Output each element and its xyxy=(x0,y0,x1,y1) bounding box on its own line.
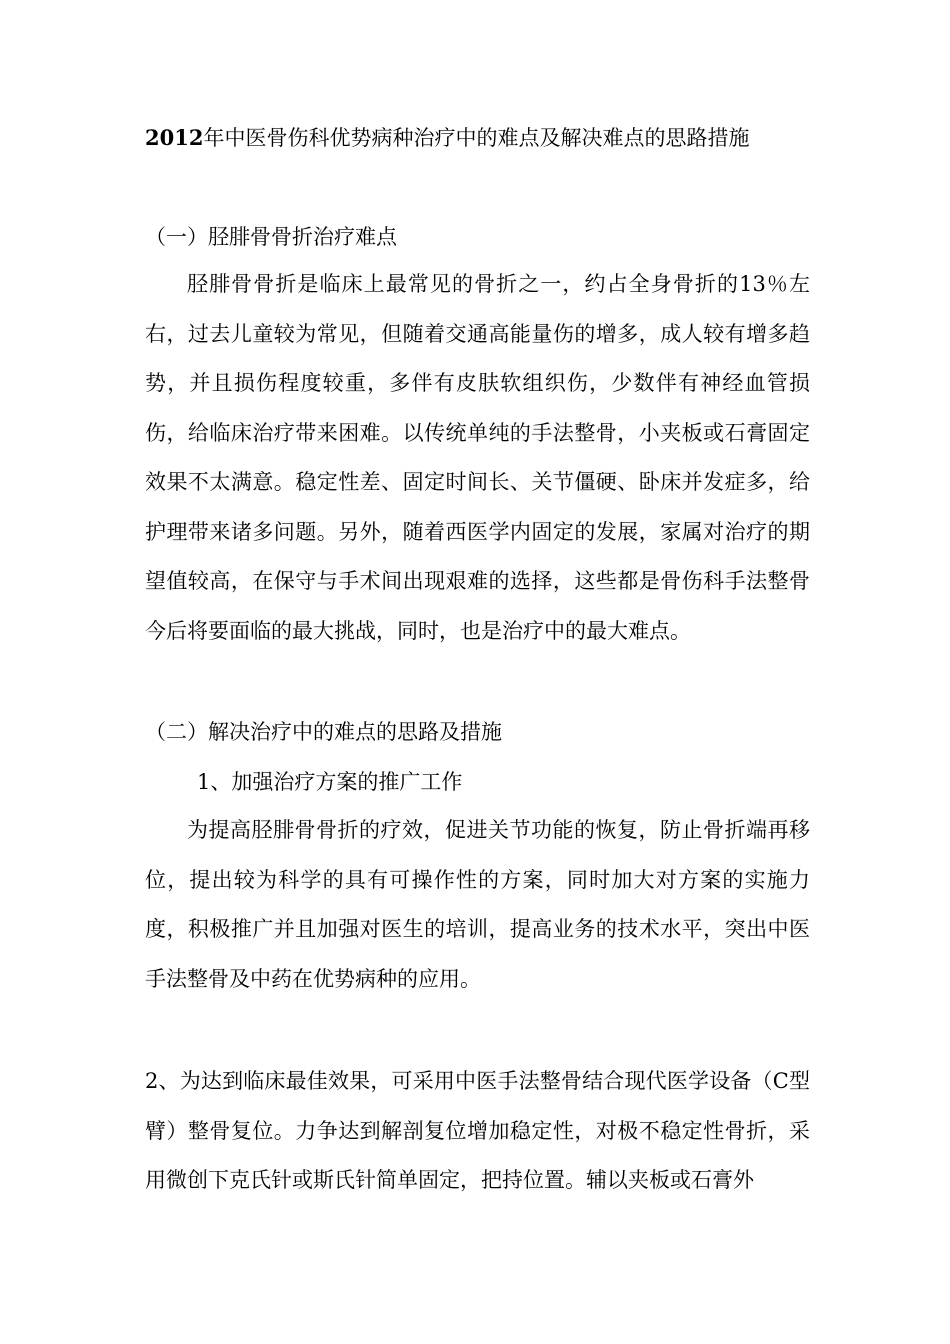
paragraph-promotion: 为提高胫腓骨骨折的疗效，促进关节功能的恢复，防止骨折端再移位，提出较为科学的具有可操作性的方案，同时加大对方案的实施力度，积极推广并且加强对医生的培训，提高业务的技术水平，突出中医手法整骨及中药在优势病种的应用。 xyxy=(145,818,810,991)
document-title xyxy=(145,118,845,158)
section-heading-difficulties: （一）胫腓骨骨折治疗难点 xyxy=(145,225,397,249)
paragraph-difficulties: 胫腓骨骨折是临床上最常见的骨折之一，约占全身骨折的13％左右，过去儿童较为常见，但随着交通高能量伤的增多，成人较有增多趋势，并且损伤程度较重，多伴有皮肤软组织伤，少数伴有神经血管损伤，给临床治疗带来困难。以传统单纯的手法整骨，小夹板或石膏固定效果不太满意。稳定性差、固定时间长、关节僵硬、卧床并发症多，给护理带来诸多问题。另外，随着西医学内固定的发展，家属对治疗的期望值较高，在保守与手术间出现艰难的选择，这些都是骨伤科手法整骨今后将要面临的最大挑战，同时，也是治疗中的最大难点。 xyxy=(145,272,810,643)
subheading-promotion: 1、加强治疗方案的推广工作 xyxy=(197,770,463,794)
title-year: 2012 xyxy=(145,125,204,150)
section-heading-solutions: （二）解决治疗中的难点的思路及措施 xyxy=(145,720,502,744)
title-text: 年中医骨伤科优势病种治疗中的难点及解决难点的思路措施 xyxy=(203,126,750,150)
paragraph-c-arm: 2、为达到临床最佳效果，可采用中医手法整骨结合现代医学设备（C型臂）整骨复位。力争达到解剖复位增加稳定性，对极不稳定性骨折，采用微创下克氏针或斯氏针简单固定，把持位置。辅以夹板或石膏外 xyxy=(145,1069,810,1192)
